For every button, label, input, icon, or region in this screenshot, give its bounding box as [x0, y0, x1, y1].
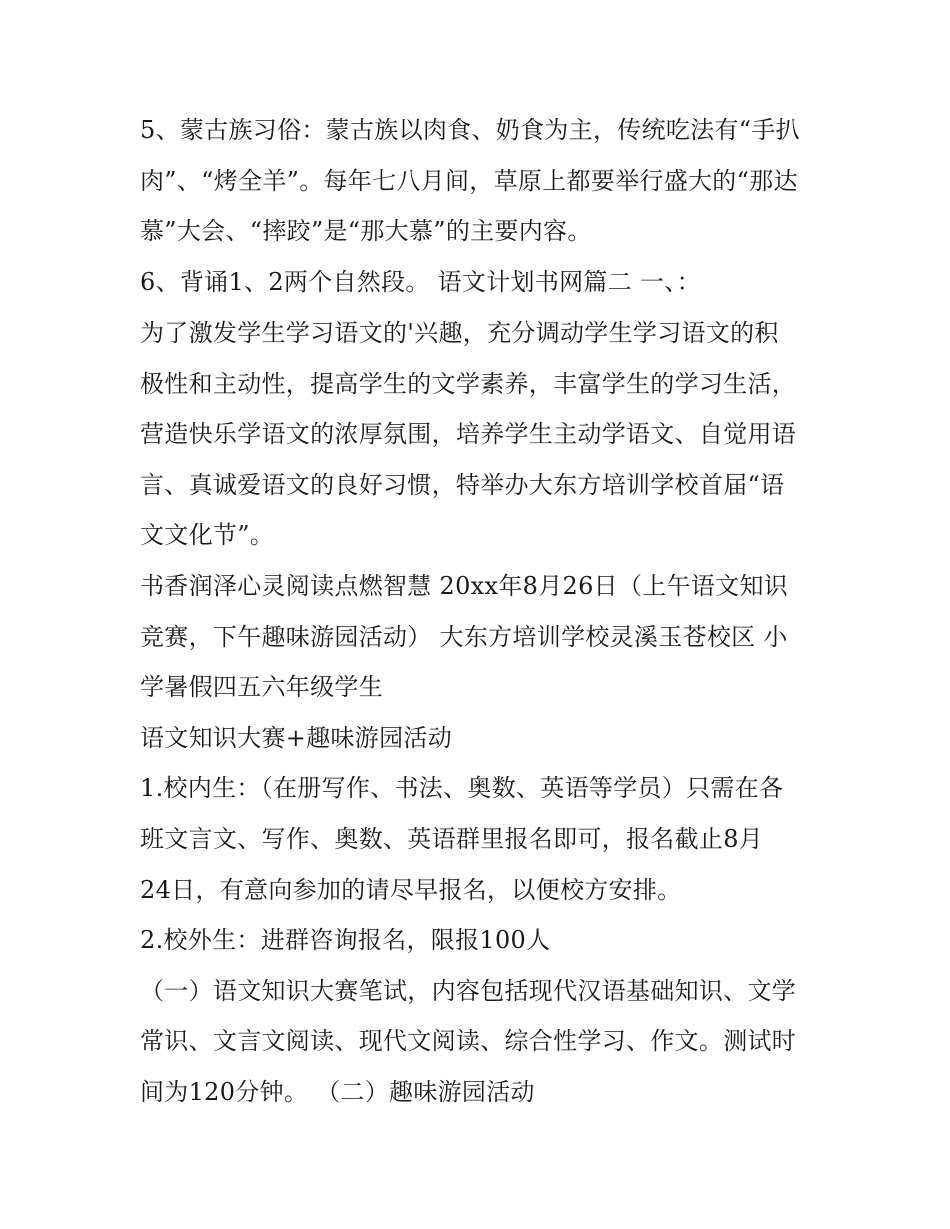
text-line: 营造快乐学语文的浓厚氛围，培养学生主动学语文、自觉用语	[140, 420, 797, 448]
text-line: 5、蒙古族习俗：蒙古族以肉食、奶食为主，传统吃法有“手扒	[140, 116, 800, 144]
text-line: 慕”大会、“摔跤”是“那大慕”的主要内容。	[140, 217, 592, 245]
text-line: 言、真诚爱语文的良好习惯，特举办大东方培训学校首届“语	[140, 471, 785, 499]
text-line: 班文言文、写作、奥数、英语群里报名即可，报名截止8月	[140, 825, 764, 853]
text-line: 竞赛，下午趣味游园活动） 大东方培训学校灵溪玉苍校区 小	[140, 623, 788, 651]
text-line: 语文知识大赛+趣味游园活动	[140, 724, 453, 752]
text-line: 常识、文言文阅读、现代文阅读、综合性学习、作文。测试时	[140, 1027, 797, 1055]
text-line: 为了激发学生学习语文的'兴趣，充分调动学生学习语文的积	[140, 319, 779, 347]
text-line: 文文化节”。	[140, 521, 275, 549]
text-line: 学暑假四五六年级学生	[140, 673, 383, 701]
text-line: 肉”、“烤全羊”。每年七八月间，草原上都要举行盛大的“那达	[140, 167, 798, 195]
text-line: 书香润泽心灵阅读点燃智慧 20xx年8月26日（上午语文知识	[140, 572, 789, 600]
text-line: 间为120分钟。 （二）趣味游园活动	[140, 1078, 535, 1106]
text-line: 1.校内生：（在册写作、书法、奥数、英语等学员）只需在各	[140, 774, 784, 802]
text-line: 24日，有意向参加的请尽早报名，以便校方安排。	[140, 876, 682, 904]
text-line: 2.校外生：进群咨询报名，限报100人	[140, 926, 551, 954]
text-line: 6、背诵1、2两个自然段。 语文计划书网篇二 一、：	[140, 268, 701, 296]
text-line: 极性和主动性，提高学生的文学素养，丰富学生的学习生活，	[140, 370, 797, 398]
text-line: （一）语文知识大赛笔试，内容包括现代汉语基础知识、文学	[140, 977, 797, 1005]
